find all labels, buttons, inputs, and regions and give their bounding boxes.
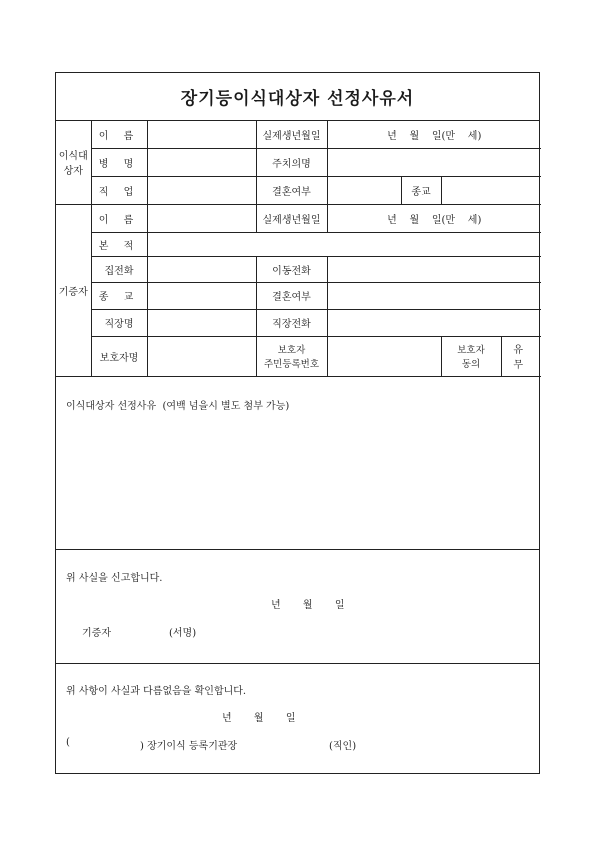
confirmation-org-field[interactable] xyxy=(74,734,136,750)
info-table xyxy=(56,121,541,377)
recipient-religion-label: 종교 xyxy=(401,176,441,204)
donor-name-field[interactable] xyxy=(147,204,256,232)
donor-guardian-field[interactable] xyxy=(147,336,256,376)
donor-work-phone-field[interactable] xyxy=(327,309,541,336)
recipient-name-field[interactable] xyxy=(147,121,256,148)
donor-religion-label: 종 교 xyxy=(91,282,147,309)
reason-label: 이식대상자 선정사유 (여백 넘을시 별도 첨부 가능) xyxy=(66,401,290,412)
donor-home-phone-label: 집전화 xyxy=(91,256,147,282)
declaration-section xyxy=(56,550,539,664)
recipient-job-label: 직 업 xyxy=(91,176,147,204)
donor-birth-label: 실제생년월일 xyxy=(256,204,327,232)
donor-home-phone-field[interactable] xyxy=(147,256,256,282)
recipient-group-label-line1: 이식대 xyxy=(58,151,88,163)
donor-birth-field[interactable]: 년 월 일(만 세) xyxy=(327,204,541,232)
recipient-birth-field[interactable]: 년 월 일(만 세) xyxy=(327,121,541,148)
donor-origin-label: 본 적 xyxy=(91,232,147,256)
declaration-statement: 위 사실을 신고합니다. xyxy=(66,573,163,584)
donor-mobile-field[interactable] xyxy=(327,256,541,282)
guardian-id-label-line1: 보호자 xyxy=(277,345,306,356)
confirmation-seal[interactable]: (직인) xyxy=(329,741,357,752)
recipient-name-label: 이 름 xyxy=(91,121,147,148)
donor-marital-field[interactable] xyxy=(327,282,541,309)
donor-group-label: 기증자 xyxy=(56,204,91,376)
donor-workplace-label: 직장명 xyxy=(91,309,147,336)
confirmation-open-paren: ( xyxy=(66,737,70,748)
guardian-consent-label-line1: 보호자 xyxy=(457,345,485,356)
declaration-sign-field[interactable]: (서명) xyxy=(169,628,197,639)
confirmation-date[interactable]: 년 월 일 xyxy=(222,713,296,724)
recipient-doctor-field[interactable] xyxy=(327,148,541,176)
recipient-marital-field[interactable] xyxy=(327,176,401,204)
donor-guardian-id-label xyxy=(256,336,327,376)
reason-text-area[interactable] xyxy=(66,419,529,539)
confirmation-section xyxy=(56,664,539,774)
declaration-date[interactable]: 년 월 일 xyxy=(271,600,345,611)
donor-guardian-consent-field[interactable]: 유 무 xyxy=(501,336,541,376)
recipient-religion-field[interactable] xyxy=(441,176,541,204)
donor-work-phone-label: 직장전화 xyxy=(256,309,327,336)
recipient-job-field[interactable] xyxy=(147,176,256,204)
recipient-disease-label: 병 명 xyxy=(91,148,147,176)
donor-workplace-field[interactable] xyxy=(147,309,256,336)
recipient-doctor-label: 주치의명 xyxy=(256,148,327,176)
reason-section xyxy=(56,375,539,550)
donor-guardian-label: 보호자명 xyxy=(91,336,147,376)
form-sheet xyxy=(55,72,540,774)
donor-religion-field[interactable] xyxy=(147,282,256,309)
donor-name-label: 이 름 xyxy=(91,204,147,232)
guardian-consent-label-line2: 동의 xyxy=(461,359,481,370)
confirmation-org-label: ) 장기이식 등록기관장 xyxy=(140,741,238,752)
recipient-group-label-line2: 상자 xyxy=(63,166,83,178)
declaration-signer-label: 기증자 xyxy=(82,628,111,639)
recipient-disease-field[interactable] xyxy=(147,148,256,176)
recipient-group-label xyxy=(56,121,91,204)
form-title: 장기등이식대상자 선정사유서 xyxy=(56,73,539,121)
donor-mobile-label: 이동전화 xyxy=(256,256,327,282)
donor-guardian-id-field[interactable] xyxy=(327,336,441,376)
confirmation-statement: 위 사항이 사실과 다름없음을 확인합니다. xyxy=(66,686,247,697)
donor-marital-label: 결혼여부 xyxy=(256,282,327,309)
guardian-id-label-line2: 주민등록번호 xyxy=(263,359,320,370)
donor-origin-field[interactable] xyxy=(147,232,541,256)
recipient-birth-label: 실제생년월일 xyxy=(256,121,327,148)
donor-guardian-consent-label xyxy=(441,336,501,376)
recipient-marital-label: 결혼여부 xyxy=(256,176,327,204)
